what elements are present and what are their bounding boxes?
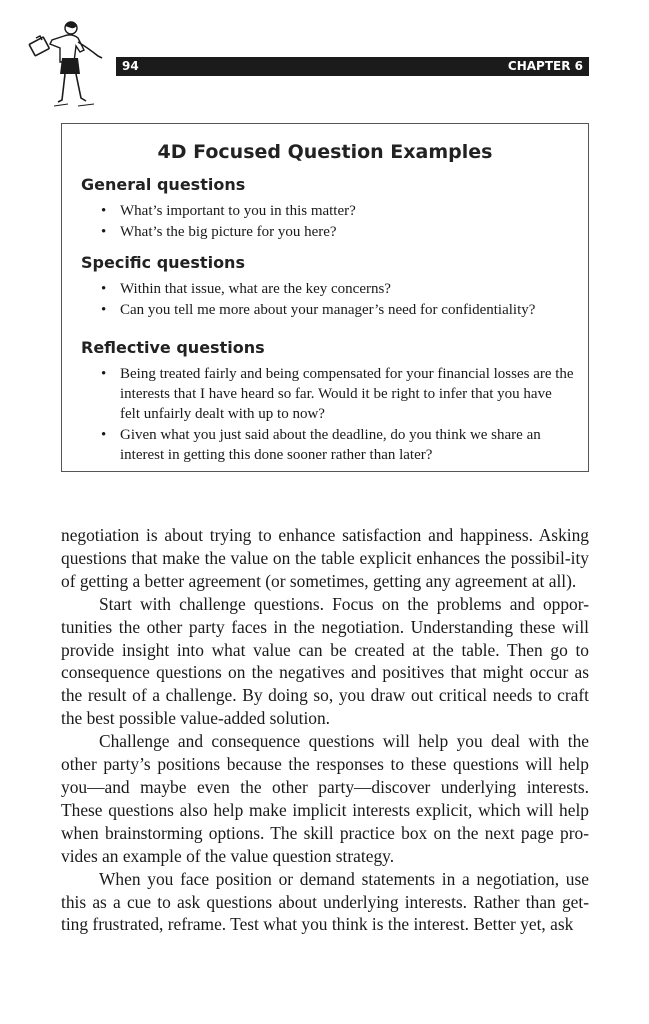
running-header-bar xyxy=(116,57,589,76)
paragraph: negotiation is about trying to enhance satisfaction and happiness. Asking questions that make the value on the table explicit enhances the possibil-ity of getting a better agreement (or sometimes, getting any agreement at all). xyxy=(61,525,589,591)
paragraph: Start with challenge questions. Focus on the problems and oppor-tunities the other party faces in the negotiation. Understanding these will provide insight into what value can be created at the table. Then go to consequence questions on the negatives and positives that might occur as the result of a challenge. By doing so, you draw out critical needs to craft the best possible value-added solution. xyxy=(61,593,589,729)
reflective-questions-heading: Reflective questions xyxy=(81,338,265,357)
list-item: • Can you tell me more about your manager’s need for confidentiality? xyxy=(120,300,575,320)
list-item: • What’s important to you in this matter? xyxy=(120,201,575,221)
list-item: • Given what you just said about the deadline, do you think we share an interest in getting this done sooner rather than later? xyxy=(120,425,575,465)
general-questions-list xyxy=(120,201,575,243)
body-text xyxy=(61,524,589,936)
chapter-label: CHAPTER 6 xyxy=(507,59,583,73)
question-examples-box xyxy=(61,123,589,472)
list-item: • What’s the big picture for you here? xyxy=(120,222,575,242)
specific-questions-heading: Specific questions xyxy=(81,253,245,272)
list-item: • Within that issue, what are the key concerns? xyxy=(120,279,575,299)
box-title: 4D Focused Question Examples xyxy=(157,141,493,163)
specific-questions-list xyxy=(120,279,575,321)
businesswoman-icon xyxy=(28,18,108,110)
page-number: 94 xyxy=(122,59,139,73)
reflective-questions-list xyxy=(120,364,575,466)
paragraph: When you face position or demand statements in a negotiation, use this as a cue to ask questions about underlying interests. Rather than get-ting frustrated, reframe. Test what you think is the interest. Better yet, ask xyxy=(61,868,589,935)
paragraph: Challenge and consequence questions will help you deal with the other party’s positions because the responses to these questions will help you—and maybe even the other party—discover underlying interests. These questions also help make implicit interests explicit, which will help when brainstorming options. The skill practice box on the next page pro-vides an example of the value question strategy. xyxy=(61,731,589,866)
general-questions-heading: General questions xyxy=(81,175,246,194)
list-item: • Being treated fairly and being compensated for your financial losses are the interests that I have heard so far. Would it be right to infer that you have felt unfairly dealt with up to now? xyxy=(120,364,575,424)
